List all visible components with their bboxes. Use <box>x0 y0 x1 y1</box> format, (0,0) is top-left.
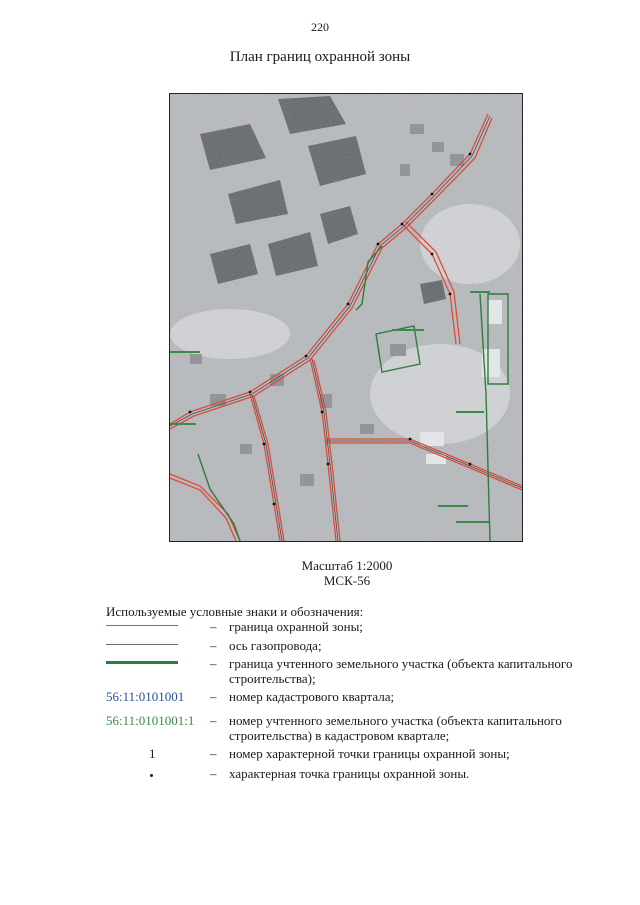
legend-dash: – <box>210 713 217 728</box>
legend-dash: – <box>210 766 217 781</box>
legend-item-point-number <box>106 746 596 761</box>
legend-item-land-plot-number <box>106 713 596 743</box>
legend-text: граница охранной зоны; <box>229 619 363 634</box>
legend-dash: – <box>210 689 217 704</box>
legend-text: ось газопровода; <box>229 638 322 653</box>
point-number-symbol: 1 <box>149 746 156 761</box>
legend-dash: – <box>210 638 217 653</box>
legend-item-cadastral-quarter <box>106 689 596 704</box>
scale-block <box>0 558 640 588</box>
coordinate-system-label: МСК-56 <box>323 573 371 588</box>
map-texture <box>170 94 522 541</box>
land-plot-code: 56:11:0101001:1 <box>106 713 195 728</box>
scale-label: Масштаб 1:2000 <box>301 558 393 573</box>
legend-dash: – <box>210 619 217 634</box>
legend-heading: Используемые условные знаки и обозначения: <box>106 604 364 619</box>
legend-text: номер учтенного земельного участка (объекта капитального строительства) в кадастровом квартале; <box>229 713 562 743</box>
point-dot-symbol <box>150 774 153 777</box>
legend-text: номер характерной точки границы охранной зоны; <box>229 746 510 761</box>
cadastral-quarter-code: 56:11:0101001 <box>106 689 185 704</box>
aerial-map-image <box>170 94 522 541</box>
green-line-symbol <box>106 661 178 664</box>
legend-text: номер кадастрового квартала; <box>229 689 395 704</box>
zone-plan-map <box>169 93 523 542</box>
gray-line-symbol <box>106 644 178 645</box>
legend-text: характерная точка границы охранной зоны. <box>229 766 470 781</box>
page-number: 220 <box>311 20 329 34</box>
legend-item-characteristic-point <box>106 766 596 781</box>
legend-dash: – <box>210 656 217 671</box>
legend-item-gas-axis <box>106 638 596 653</box>
legend-text: граница учтенного земельного участка (объекта капитального строительства); <box>229 656 573 686</box>
page-title: План границ охранной зоны <box>229 49 411 65</box>
legend-item-land-plot-boundary <box>106 656 596 686</box>
legend-item-zone-boundary <box>106 619 596 634</box>
legend-dash: – <box>210 746 217 761</box>
red-line-symbol <box>106 625 178 626</box>
